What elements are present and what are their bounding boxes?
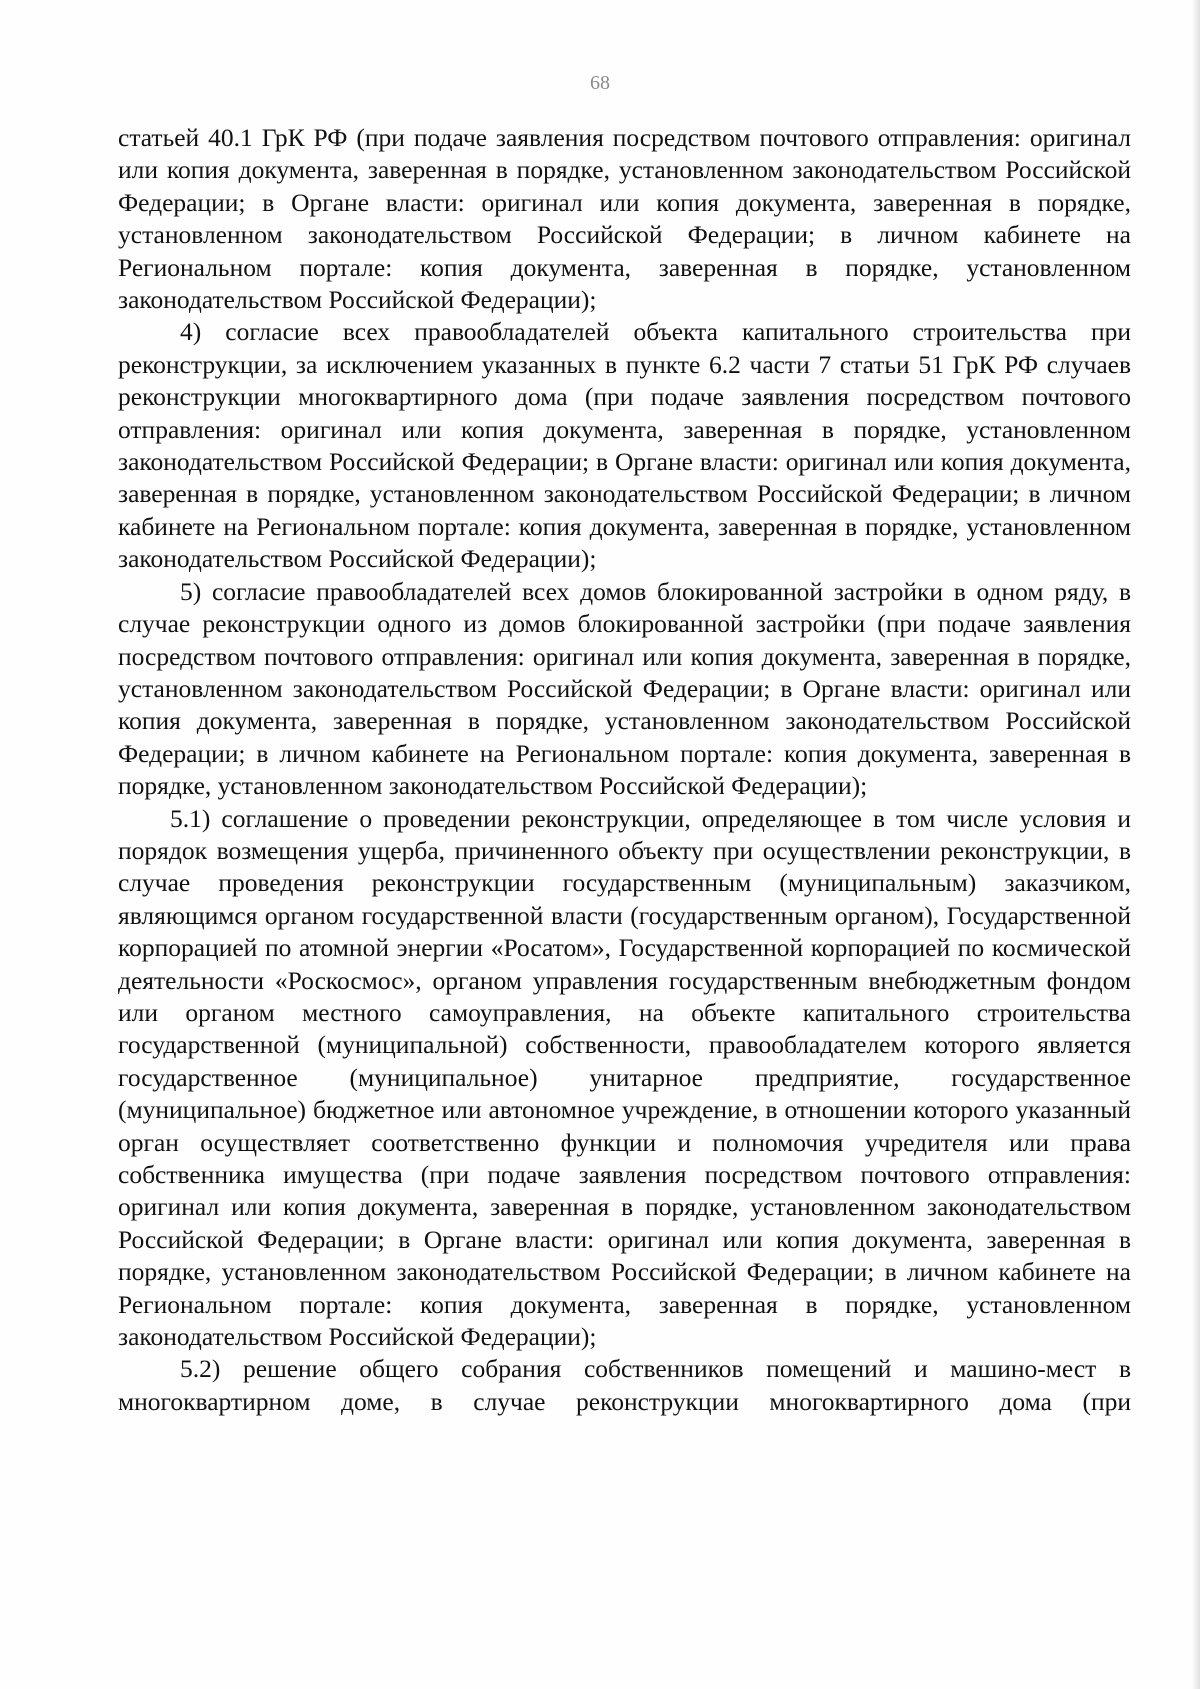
page-edge-shadow [1192,0,1200,1689]
paragraph-item-5-2: 5.2) решение общего собрания собственников помещений и машино-мест в многоквартирном доме, в случае реконструкции многоквартирного дома (при [118,1354,1131,1416]
document-body [118,122,1131,1418]
page-number: 68 [590,72,610,94]
paragraph-continuation: статьей 40.1 ГрК РФ (при подаче заявления посредством почтового отправления: оригинал или копия документа, заверенная в порядке, установленном законодательством Российской Федерации; в Органе власти: оригинал или копия документа, заверенная в порядке, установленном законодательством Российской Федерации; в личном кабинете на Региональном портале: копия документа, заверенная в порядке, установленном законодательством Российской Федерации); [118,123,1131,315]
paragraph-item-5-1: 5.1) соглашение о проведении реконструкции, определяющее в том числе условия и порядок возмещения ущерба, причиненного объекту при осуществлении реконструкции, в случае проведения реконструкции государственным (муниципальным) заказчиком, являющимся органом государственной власти (государственным органом), Государственной корпорацией по атомной энергии «Росатом», Государственной корпорацией по космической деятельности «Роскосмос», органом управления государственным внебюджетным фондом или органом местного самоуправления, на объекте капитального строительства государственной (муниципальной) собственности, правообладателем которого является государственное (муниципальное) унитарное предприятие, государственное (муниципальное) бюджетное или автономное учреждение, в отношении которого указанный орган осуществляет соответственно функции и полномочия учредителя или права собственника имущества (при подаче заявления посредством почтового отправления: оригинал или копия документа, заверенная в порядке, установленном законодательством Российской Федерации; в Органе власти: оригинал или копия документа, заверенная в порядке, установленном законодательством Российской Федерации; в личном кабинете на Региональном портале: копия документа, заверенная в порядке, установленном законодательством Российской Федерации); [118,803,1131,1352]
paragraph-item-5: 5) согласие правообладателей всех домов блокированной застройки в одном ряду, в случае реконструкции одного из домов блокированной застройки (при подаче заявления посредством почтового отправления: оригинал или копия документа, заверенная в порядке, установленном законодательством Российской Федерации; в Органе власти: оригинал или копия документа, заверенная в порядке, установленном законодательством Российской Федерации; в личном кабинете на Региональном портале: копия документа, заверенная в порядке, установленном законодательством Российской Федерации); [118,576,1131,801]
paragraph-item-4: 4) согласие всех правообладателей объекта капитального строительства при реконструкции, за исключением указанных в пункте 6.2 части 7 статьи 51 ГрК РФ случаев реконструкции многоквартирного дома (при подаче заявления посредством почтового отправления: оригинал или копия документа, заверенная в порядке, установленном законодательством Российской Федерации; в Органе власти: оригинал или копия документа, заверенная в порядке, установленном законодательством Российской Федерации; в личном кабинете на Региональном портале: копия документа, заверенная в порядке, установленном законодательством Российской Федерации); [118,317,1131,574]
